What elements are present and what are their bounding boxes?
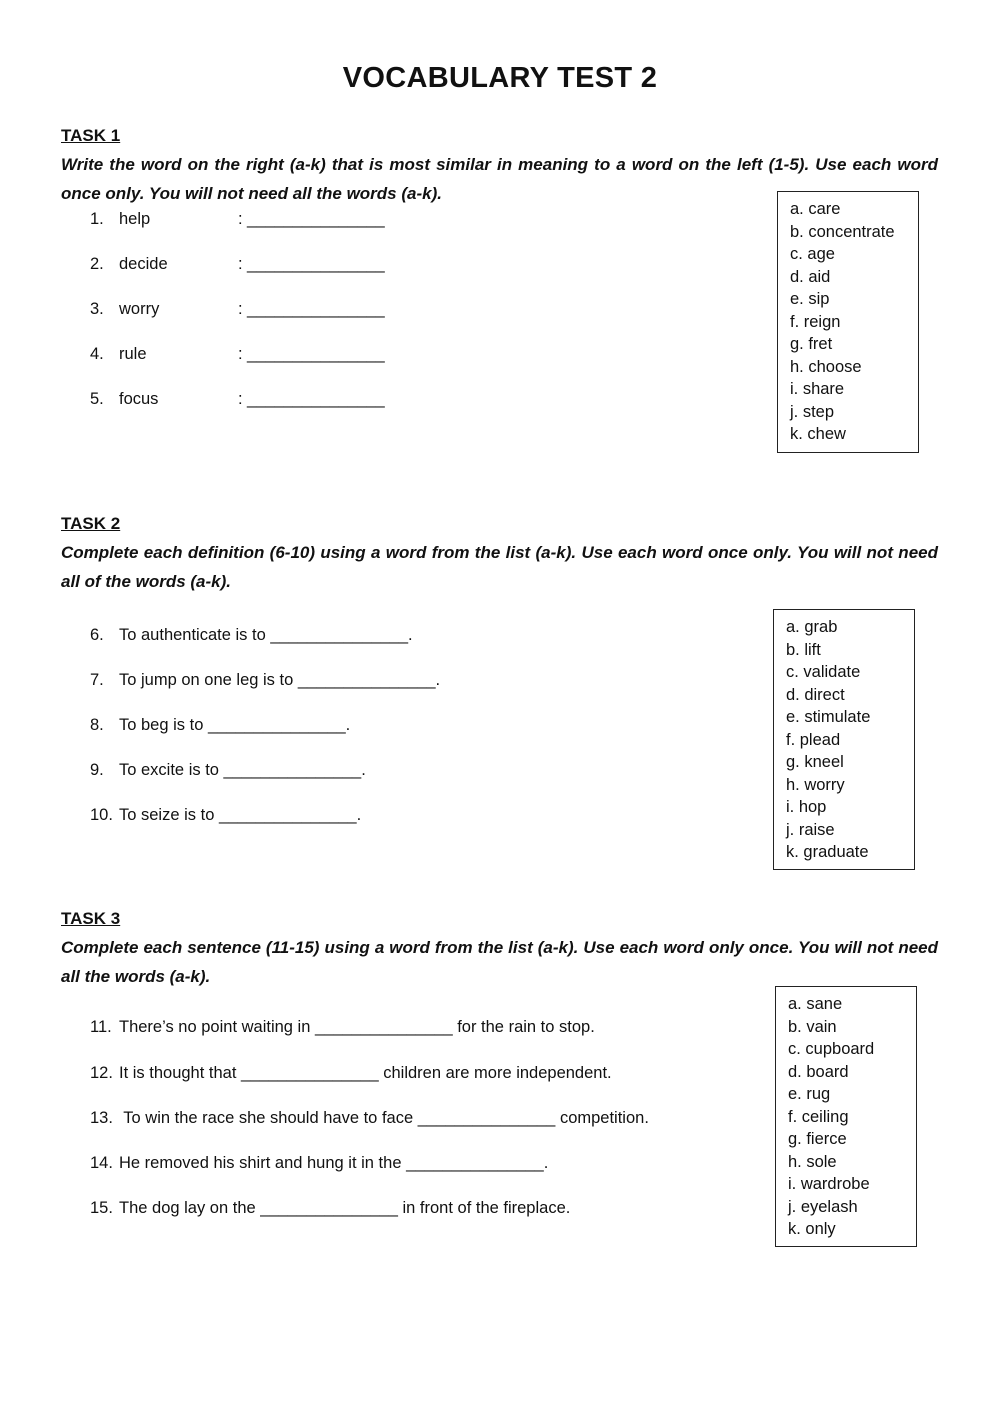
answer-blank[interactable]: _______________	[247, 300, 385, 318]
task3-heading: TASK 3	[61, 909, 121, 928]
question-text[interactable]: To win the race she should have to face _______________ competition.	[119, 1109, 649, 1127]
question-number: 11.	[90, 1018, 112, 1036]
question-text[interactable]: It is thought that _______________ children are more independent.	[119, 1064, 612, 1082]
word-option: e. stimulate	[786, 708, 871, 726]
question-number: 10.	[90, 806, 113, 824]
question-word: rule	[119, 345, 147, 363]
question-number: 12.	[90, 1064, 113, 1082]
task1-question-3	[90, 300, 385, 319]
word-option: g. fierce	[788, 1130, 847, 1148]
question-number: 2.	[90, 255, 104, 273]
question-word: worry	[119, 300, 160, 318]
question-number: 7.	[90, 671, 104, 689]
word-option: g. fret	[790, 335, 833, 353]
question-text[interactable]: He removed his shirt and hung it in the _______________.	[119, 1154, 549, 1172]
word-option: c. age	[790, 245, 835, 263]
word-option: e. sip	[790, 290, 830, 308]
task3-question-13	[90, 1109, 649, 1128]
word-option: d. board	[788, 1062, 849, 1081]
question-word: help	[119, 210, 151, 228]
word-option: j. eyelash	[788, 1197, 858, 1216]
task2-question-6	[90, 626, 413, 645]
task3-instruction: Complete each sentence (11-15) using a word from the list (a-k). Use each word only once. You will not need all the words (a-k).	[61, 938, 938, 986]
word-option: b. vain	[788, 1017, 837, 1036]
word-option: g. kneel	[786, 753, 844, 771]
question-number: 14.	[90, 1154, 113, 1172]
task1-word-list	[777, 191, 919, 453]
question-text[interactable]: To jump on one leg is to _______________.	[119, 671, 441, 689]
word-option: c. cupboard	[788, 1040, 875, 1058]
task1-question-4	[90, 345, 385, 364]
word-option: h. worry	[786, 775, 845, 794]
task3-question-14	[90, 1154, 548, 1173]
word-option: b. concentrate	[790, 222, 895, 241]
question-number: 1.	[90, 210, 104, 228]
question-text[interactable]: To seize is to _______________.	[119, 806, 362, 824]
word-option: e. rug	[788, 1085, 831, 1103]
question-word: focus	[119, 390, 159, 408]
question-number: 8.	[90, 716, 104, 734]
task2-question-9	[90, 761, 366, 780]
answer-blank[interactable]: _______________	[247, 345, 385, 363]
task3-word-list	[775, 986, 917, 1247]
question-text[interactable]: There’s no point waiting in _______________ for the rain to stop.	[119, 1018, 595, 1036]
word-option: i. wardrobe	[788, 1175, 870, 1193]
word-option: k. graduate	[786, 843, 869, 861]
word-option: j. step	[790, 402, 835, 421]
word-option: h. sole	[788, 1152, 837, 1171]
task1-question-1	[90, 210, 385, 229]
word-option: k. only	[788, 1220, 836, 1238]
task1-question-2	[90, 255, 385, 274]
word-option: b. lift	[786, 640, 821, 659]
question-number: 4.	[90, 345, 104, 363]
question-number: 6.	[90, 626, 104, 644]
colon: :	[238, 210, 243, 228]
task2-instruction: Complete each definition (6-10) using a word from the list (a-k). Use each word once only. You will not need all of the words (a-k).	[61, 543, 938, 591]
word-option: a. care	[790, 200, 841, 218]
task2-question-10	[90, 806, 361, 825]
page-title: VOCABULARY TEST 2	[342, 62, 658, 94]
question-number: 5.	[90, 390, 104, 408]
word-option: d. direct	[786, 685, 845, 704]
task2-word-list	[773, 609, 915, 870]
word-option: j. raise	[786, 820, 835, 839]
question-text[interactable]: The dog lay on the _______________ in front of the fireplace.	[119, 1199, 571, 1217]
task3-question-15	[90, 1199, 570, 1218]
question-text[interactable]: To excite is to _______________.	[119, 761, 366, 779]
word-option: a. sane	[788, 995, 843, 1013]
question-word: decide	[119, 255, 168, 273]
question-number: 13.	[90, 1109, 113, 1127]
word-option: f. ceiling	[788, 1107, 849, 1126]
answer-blank[interactable]: _______________	[247, 390, 385, 408]
question-number: 15.	[90, 1199, 113, 1217]
task1-instruction: Write the word on the right (a-k) that is most similar in meaning to a word on the left (1-5). Use each word once only. You will not need all the words (a-k).	[61, 155, 938, 203]
word-option: d. aid	[790, 267, 831, 286]
word-option: c. validate	[786, 663, 861, 681]
word-option: a. grab	[786, 618, 838, 636]
task3-question-11	[90, 1018, 595, 1037]
question-number: 9.	[90, 761, 104, 779]
word-option: h. choose	[790, 357, 862, 376]
answer-blank[interactable]: _______________	[247, 255, 385, 273]
word-option: i. hop	[786, 798, 827, 816]
task3-question-12	[90, 1064, 612, 1083]
word-option: f. plead	[786, 730, 841, 749]
answer-blank[interactable]: _______________	[247, 210, 385, 228]
task1-question-5	[90, 390, 385, 409]
colon: :	[238, 255, 243, 273]
word-option: i. share	[790, 380, 845, 398]
colon: :	[238, 390, 243, 408]
task1-heading: TASK 1	[61, 126, 121, 145]
colon: :	[238, 300, 243, 318]
task2-heading: TASK 2	[61, 514, 121, 533]
word-option: k. chew	[790, 425, 846, 443]
question-number: 3.	[90, 300, 104, 318]
question-text[interactable]: To authenticate is to _______________.	[119, 626, 413, 644]
colon: :	[238, 345, 243, 363]
task2-question-7	[90, 671, 440, 690]
word-option: f. reign	[790, 312, 841, 331]
question-text[interactable]: To beg is to _______________.	[119, 716, 351, 734]
task2-question-8	[90, 716, 350, 735]
